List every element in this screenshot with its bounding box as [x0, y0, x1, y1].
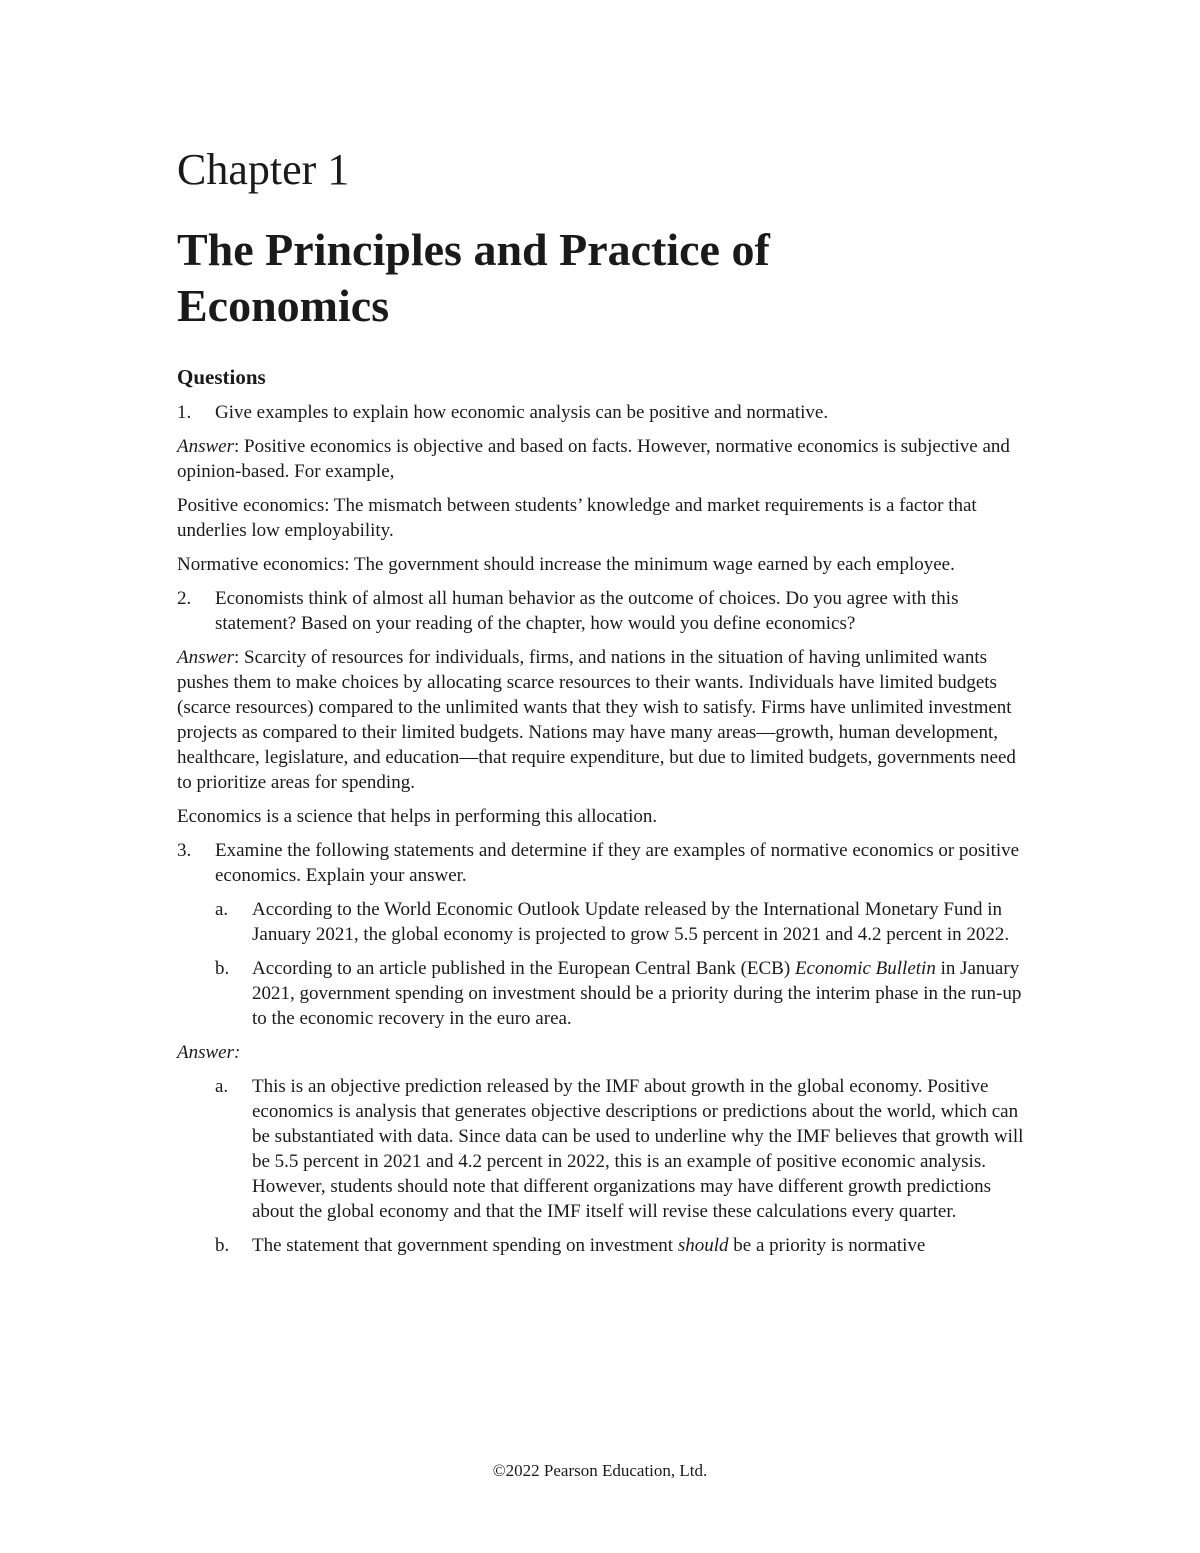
answer-paragraph: Positive economics: The mismatch between students’ knowledge and market requirements is a factor that underlies low employability. — [177, 495, 977, 541]
question-3 — [177, 838, 1027, 888]
question-2 — [177, 586, 1027, 636]
question-number: 1. — [177, 402, 192, 423]
publication-title: Economic Bulletin — [794, 958, 936, 979]
question-number: 3. — [177, 840, 192, 861]
question-text: Give examples to explain how economic analysis can be positive and normative. — [215, 402, 829, 423]
answer-b — [215, 1233, 1027, 1258]
answer-a — [215, 1074, 1027, 1224]
statement-a — [215, 897, 1027, 947]
chapter-title-line-1: The Principles and Practice of — [177, 224, 770, 275]
answer-text — [252, 1233, 1027, 1258]
section-heading: Questions — [177, 365, 266, 389]
question-1 — [177, 400, 1027, 425]
answer-label: Answer — [177, 647, 234, 668]
answer-letter: b. — [215, 1235, 230, 1256]
answer-paragraph: Economics is a science that helps in performing this allocation. — [177, 806, 658, 827]
chapter-title-line-2: Economics — [177, 280, 390, 331]
page-content — [177, 140, 1027, 1267]
answer-text-part: be a priority is normative — [728, 1235, 926, 1256]
answer-text: This is an objective prediction released by the IMF about growth in the global economy. Positive economics is analysis that generates objective descriptions or predictions about the world, which can be substantiated with data. Since data can be used to underline why the IMF believes that growth will be 5.5 percent in 2021 and 4.2 percent in 2022, this is an example of positive economic analysis. However, students should note that different organizations may have different growth predictions about the global economy and that the IMF itself will revise these calculations every quarter. — [252, 1076, 1024, 1222]
answer-text: : Positive economics is objective and based on facts. However, normative economics is subjective and opinion-based. For example, — [177, 436, 1010, 482]
page-footer: ©2022 Pearson Education, Ltd. — [492, 1461, 708, 1480]
statement-b — [215, 956, 1027, 1031]
answer-text-part: The statement that government spending on investment — [252, 1235, 678, 1256]
chapter-label: Chapter 1 — [177, 145, 350, 194]
answer-paragraph: Normative economics: The government should increase the minimum wage earned by each employee. — [177, 554, 955, 575]
statement-text: According to the World Economic Outlook Update released by the International Monetary Fund in January 2021, the global economy is projected to grow 5.5 percent in 2021 and 4.2 percent in 2022. — [252, 899, 1010, 945]
question-number: 2. — [177, 588, 192, 609]
chapter-title — [177, 222, 1027, 334]
answer-paragraph — [177, 645, 1027, 795]
statement-letter: b. — [215, 958, 230, 979]
emphasis-word: should — [677, 1235, 729, 1256]
answer-label: Answer — [177, 436, 234, 457]
statement-text-part: in January 2021, government spending on investment should be a priority during the interim phase in the run-up to the economic recovery in the euro area. — [252, 958, 1022, 1029]
answer-text: : Scarcity of resources for individuals, firms, and nations in the situation of having unlimited wants pushes them to make choices by allocating scarce resources to their wants. Individuals have limited budgets (scarce resources) compared to the unlimited wants that they wish to satisfy. Firms have unlimited investment projects as compared to their limited budgets. Nations may have many areas—growth, human development, healthcare, legislature, and education—that require expenditure, but due to limited budgets, governments need to prioritize areas for spending. — [177, 647, 1016, 793]
question-text: Examine the following statements and determine if they are examples of normative economics or positive economics. Explain your answer. — [215, 840, 1020, 886]
statement-letter: a. — [215, 899, 229, 920]
answer-letter: a. — [215, 1076, 229, 1097]
answer-paragraph — [177, 434, 1027, 484]
question-text: Economists think of almost all human behavior as the outcome of choices. Do you agree with this statement? Based on your reading of the chapter, how would you define economics? — [215, 588, 959, 634]
statement-text — [252, 956, 1027, 1031]
answer-label-line — [177, 1040, 1027, 1065]
answer-label: Answer: — [177, 1042, 241, 1063]
statement-text-part: According to an article published in the European Central Bank (ECB) — [252, 958, 795, 979]
